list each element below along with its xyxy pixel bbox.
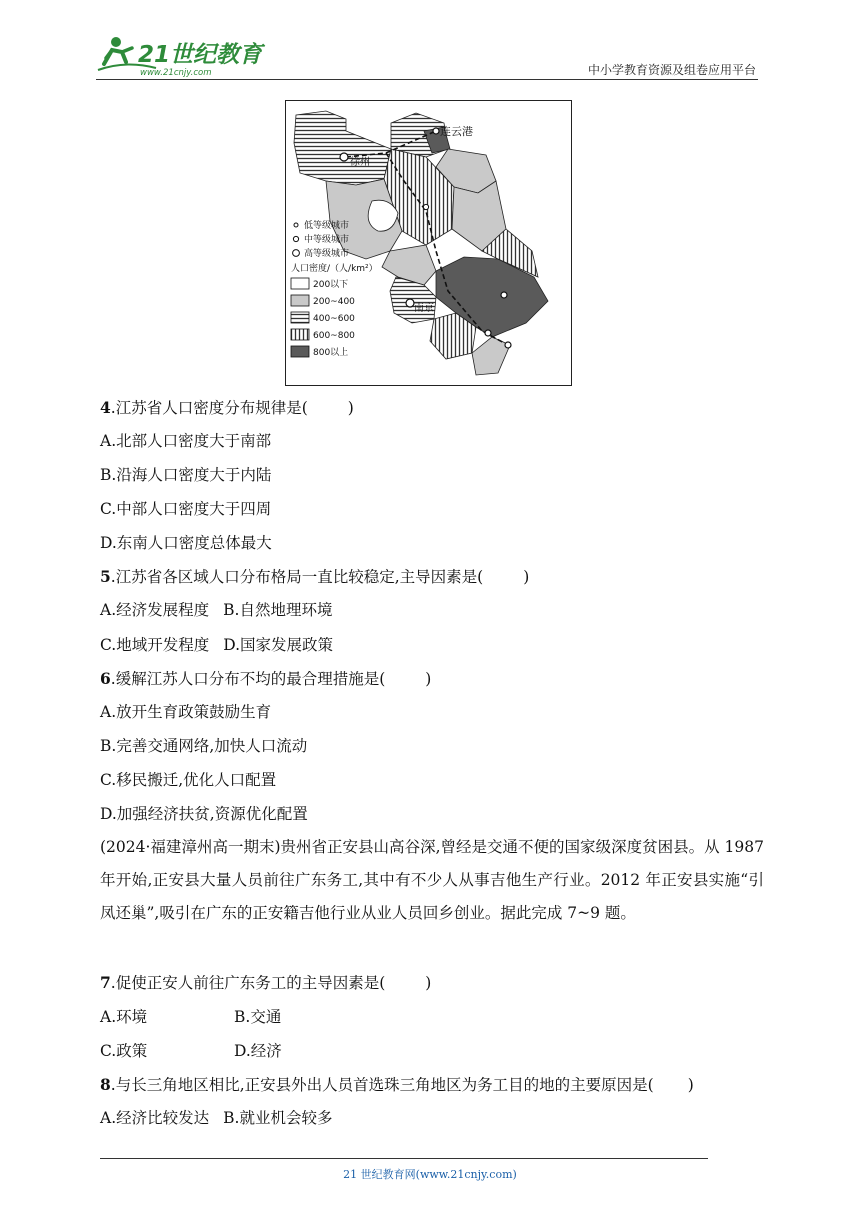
question-6-stem: 6.缓解江苏人口分布不均的最合理措施是( )	[100, 669, 432, 688]
site-logo	[96, 34, 266, 78]
question-4-stem: 4.江苏省人口密度分布规律是( )	[100, 398, 354, 417]
city-marker	[423, 204, 428, 209]
question-4-option-c: C.中部人口密度大于四周	[100, 500, 272, 518]
question-4-option-d: D.东南人口密度总体最大	[100, 534, 272, 552]
city-marker	[501, 292, 507, 298]
question-7-options-ab: A.环境 B.交通	[100, 1008, 282, 1026]
city-label-xuzhou: 徐州	[350, 157, 370, 168]
question-8-options-ab: A.经济比较发达 B.就业机会较多	[100, 1109, 333, 1127]
svg-text:400~600: 400~600	[313, 314, 355, 324]
question-7-options-cd: C.政策 D.经济	[100, 1042, 282, 1060]
question-5-options-cd: C.地域开发程度 D.国家发展政策	[100, 636, 334, 654]
header-divider	[96, 79, 758, 80]
question-6-option-a: A.放开生育政策鼓励生育	[100, 703, 272, 721]
question-8-stem: 8.与长三角地区相比,正安县外出人员首选珠三角地区为务工目的地的主要原因是( )	[100, 1075, 694, 1094]
question-6-option-d: D.加强经济扶贫,资源优化配置	[100, 805, 308, 823]
svg-text:www.21cnjy.com: www.21cnjy.com	[140, 68, 212, 78]
city-marker	[505, 342, 511, 348]
svg-text:800以上: 800以上	[313, 348, 349, 358]
question-4-option-b: B.沿海人口密度大于内陆	[100, 466, 272, 484]
reading-passage: (2024·福建漳州高一期末)贵州省正安县山高谷深,曾经是交通不便的国家级深度贫困县。从 1987 年开始,正安县大量人员前往广东务工,其中有不少人从事吉他生产行业。2012 年正安县实施“引凤还巢”,吸引在广东的正安籍吉他行业从业人员回乡创业。据此完成 7~9 题。	[100, 838, 764, 922]
page-header	[96, 34, 758, 80]
svg-text:中等级城市: 中等级城市	[304, 235, 350, 245]
city-label-nanjing: 南京	[414, 303, 434, 314]
question-4-option-a: A.北部人口密度大于南部	[100, 432, 272, 450]
region-xuzhou-area	[294, 111, 391, 185]
question-6-option-c: C.移民搬迁,优化人口配置	[100, 771, 277, 789]
city-marker	[485, 330, 491, 336]
platform-name: 中小学教育资源及组卷应用平台	[587, 63, 756, 77]
question-7-stem: 7.促使正安人前往广东务工的主导因素是( )	[100, 973, 432, 992]
question-6-option-b: B.完善交通网络,加快人口流动	[100, 737, 308, 755]
question-5-stem: 5.江苏省各区域人口分布格局一直比较稳定,主导因素是( )	[100, 567, 530, 586]
svg-text:21世纪教育: 21世纪教育	[138, 42, 263, 68]
svg-text:200以下: 200以下	[313, 280, 349, 290]
question-5-options-ab: A.经济发展程度 B.自然地理环境	[100, 601, 333, 619]
svg-text:200~400: 200~400	[313, 297, 355, 307]
map-figure	[286, 101, 570, 384]
footer-source[interactable]: 21 世纪教育网(www.21cnjy.com)	[343, 1168, 517, 1181]
city-marker	[433, 128, 439, 134]
city-marker	[340, 153, 348, 161]
svg-text:人口密度/（人/km²）: 人口密度/（人/km²）	[291, 264, 378, 274]
svg-text:高等级城市: 高等级城市	[304, 249, 350, 259]
jiangsu-population-density-map	[285, 100, 572, 386]
city-label-lianyungang: 连云港	[440, 125, 473, 138]
city-marker	[406, 299, 414, 307]
svg-text:600~800: 600~800	[313, 331, 355, 341]
svg-text:低等级城市: 低等级城市	[304, 221, 350, 231]
footer-divider	[100, 1158, 708, 1159]
